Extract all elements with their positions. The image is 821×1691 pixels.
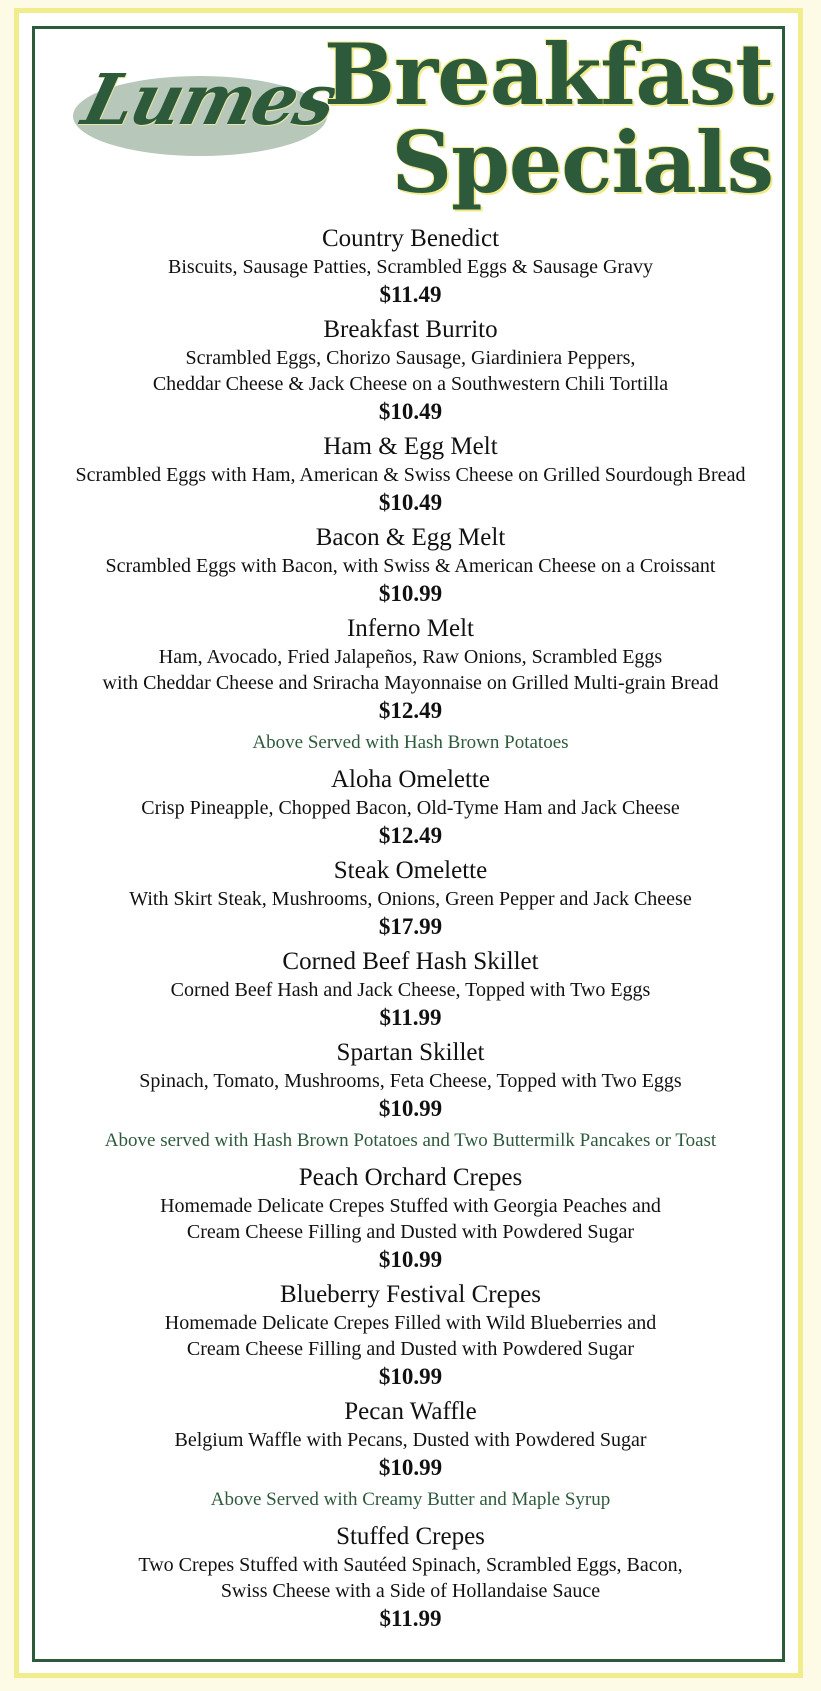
menu-item: [40, 947, 781, 1032]
menu-item-price: $12.49: [378, 698, 443, 723]
menu-item-name: Corned Beef Hash Skillet: [282, 948, 539, 975]
menu-item-name: Steak Omelette: [333, 857, 488, 884]
menu-item-name: Spartan Skillet: [336, 1039, 485, 1066]
menu-item-description: Corned Beef Hash and Jack Cheese, Topped with Two Eggs: [170, 979, 651, 1001]
served-with-note: Above served with Hash Brown Potatoes and Two Buttermilk Pancakes or Toast: [104, 1130, 717, 1151]
menu-item-description: Cheddar Cheese & Jack Cheese on a Southwestern Chili Tortilla: [152, 373, 669, 395]
menu-item: [40, 1280, 781, 1391]
menu-item-description: Cream Cheese Filling and Dusted with Powdered Sugar: [186, 1221, 635, 1243]
menu-item: [40, 1038, 781, 1123]
menu-item-price: $17.99: [378, 914, 443, 939]
menu-item-price: $10.99: [378, 581, 443, 606]
menu-item-name: Blueberry Festival Crepes: [279, 1281, 542, 1308]
menu-item-name: Ham & Egg Melt: [323, 433, 498, 460]
menu-item-price: $10.49: [378, 490, 443, 515]
logo: Lumes: [75, 58, 344, 141]
menu-list: [40, 224, 781, 1639]
menu-item-name: Country Benedict: [321, 225, 500, 252]
menu-item: [40, 1522, 781, 1633]
menu-item-description: Belgium Waffle with Pecans, Dusted with Powdered Sugar: [174, 1429, 647, 1451]
menu-item-name: Bacon & Egg Melt: [315, 524, 506, 551]
menu-item-price: $10.49: [378, 399, 443, 424]
menu-item-price: $11.99: [379, 1606, 442, 1631]
served-with-note: Above Served with Hash Brown Potatoes: [252, 732, 569, 753]
menu-item-description: Scrambled Eggs with Ham, American & Swiss Cheese on Grilled Sourdough Bread: [75, 464, 746, 486]
menu-item-description: Swiss Cheese with a Side of Hollandaise Sauce: [220, 1580, 601, 1602]
menu-item-description: Cream Cheese Filling and Dusted with Powdered Sugar: [186, 1338, 635, 1360]
menu-item-name: Breakfast Burrito: [323, 316, 498, 343]
menu-item-description: Scrambled Eggs, Chorizo Sausage, Giardiniera Peppers,: [185, 347, 636, 369]
menu-item-name: Peach Orchard Crepes: [298, 1164, 523, 1191]
menu-item-description: Crisp Pineapple, Chopped Bacon, Old-Tyme Ham and Jack Cheese: [141, 797, 680, 819]
menu-item-price: $12.49: [378, 823, 443, 848]
menu-item-name: Pecan Waffle: [344, 1398, 477, 1425]
menu-item-description: With Skirt Steak, Mushrooms, Onions, Green Pepper and Jack Cheese: [129, 888, 692, 910]
menu-item-price: $11.99: [379, 1005, 442, 1030]
menu-item-price: $10.99: [378, 1364, 443, 1389]
menu-item: [40, 315, 781, 426]
menu-item-description: Spinach, Tomato, Mushrooms, Feta Cheese, Topped with Two Eggs: [139, 1070, 682, 1092]
menu-item: [40, 765, 781, 850]
menu-item: [40, 432, 781, 517]
menu-item: [40, 1163, 781, 1274]
menu-item-price: $10.99: [378, 1096, 443, 1121]
menu-item-name: Stuffed Crepes: [336, 1523, 485, 1550]
page-title-line-2: Specials: [391, 113, 773, 212]
menu-item-name: Aloha Omelette: [331, 766, 490, 793]
menu-item-description: Homemade Delicate Crepes Stuffed with Georgia Peaches and: [160, 1195, 661, 1217]
menu-item-price: $10.99: [378, 1455, 443, 1480]
menu-item-description: Scrambled Eggs with Bacon, with Swiss & American Cheese on a Croissant: [105, 555, 716, 577]
menu-item: [40, 614, 781, 725]
menu-item: [40, 224, 781, 309]
menu-item: [40, 1397, 781, 1482]
menu-header: [0, 0, 821, 240]
menu-item: [40, 523, 781, 608]
menu-item-price: $11.49: [379, 282, 442, 307]
menu-item: [40, 856, 781, 941]
menu-item-description: Two Crepes Stuffed with Sautéed Spinach, Scrambled Eggs, Bacon,: [138, 1554, 683, 1576]
menu-item-description: Homemade Delicate Crepes Filled with Wild Blueberries and: [164, 1312, 657, 1334]
menu-item-price: $10.99: [378, 1247, 443, 1272]
menu-item-name: Inferno Melt: [346, 615, 475, 642]
page-title-line-1: Breakfast: [324, 25, 773, 124]
menu-item-description: with Cheddar Cheese and Sriracha Mayonnaise on Grilled Multi-grain Bread: [102, 672, 719, 694]
menu-item-description: Biscuits, Sausage Patties, Scrambled Eggs & Sausage Gravy: [168, 256, 653, 278]
served-with-note: Above Served with Creamy Butter and Maple Syrup: [210, 1489, 611, 1510]
menu-item-description: Ham, Avocado, Fried Jalapeños, Raw Onions, Scrambled Eggs: [158, 646, 663, 668]
